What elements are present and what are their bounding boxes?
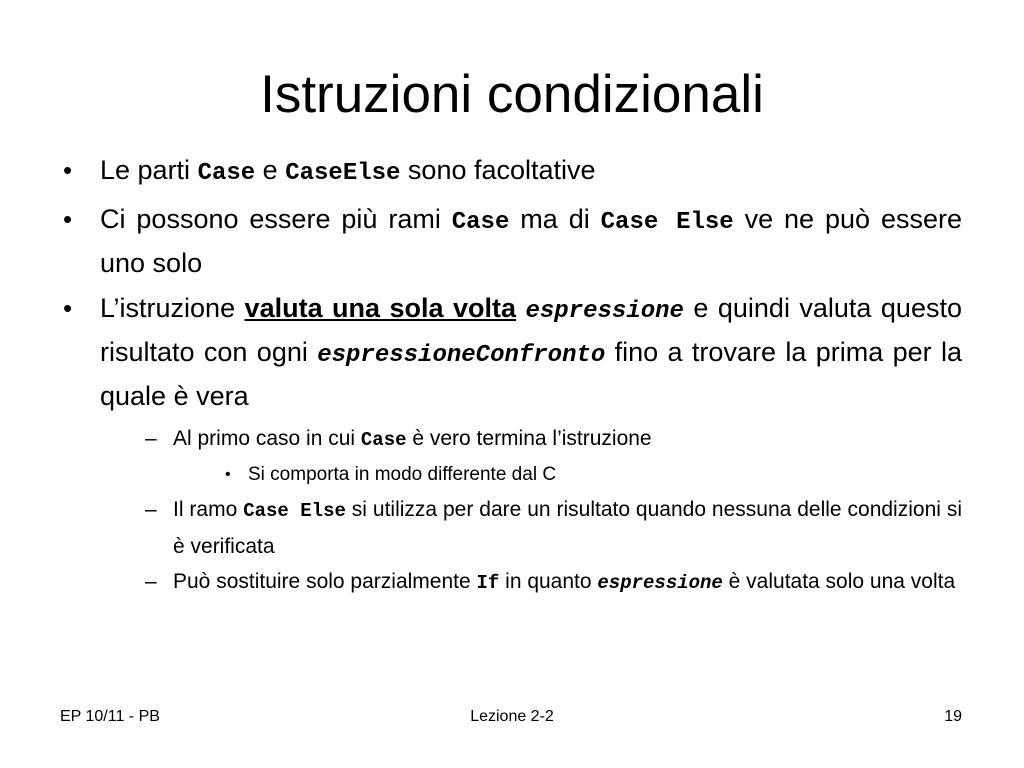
bullet-text: sono facoltative [400,155,596,185]
code-keyword: Case [197,160,256,187]
slide-title: Istruzioni condizionali [260,65,764,124]
code-keyword: Case [360,429,407,451]
bullet-dot-icon: • [63,204,73,234]
footer-course: EP 10/11 - PB [60,708,160,725]
bullet-text: fino a trovare la prima per la quale è vera [100,337,962,411]
bullet-text: Può sostituire solo parzialmente [173,570,477,593]
bullet-text: è valutata solo una volta [722,570,956,593]
bullet-optional-parts [60,150,962,194]
bullet-dot-icon: • [225,466,231,483]
code-keyword: If [476,572,500,594]
code-keyword: Case Else [243,500,346,522]
slide-body [60,150,962,601]
footer-lecture: Lezione 2-2 [470,708,554,725]
dash-bullet-icon: – [145,570,157,593]
dash-bullet-icon: – [145,427,157,450]
dash-bullet-icon: – [145,498,157,521]
sub-sub-bullet-different-from-c [223,458,962,492]
sub-bullet-first-case [145,421,962,458]
bullet-text [516,293,525,323]
bullet-dot-icon: • [63,155,73,185]
code-keyword: Case Else [600,209,734,236]
bullet-multiple-branches [60,199,962,283]
bullet-text: ve ne può essere uno solo [100,204,962,278]
bullet-text: si utilizza per dare un risultato quando nessuna delle condizioni si è verificata [173,498,962,558]
bullet-text: e [255,155,286,185]
code-variable: espressioneConfronto [317,342,606,369]
bullet-text: ma di [509,204,601,234]
bullet-text: e quindi valuta questo risultato con ogni [100,293,962,367]
bullet-text: Al primo caso in cui [173,427,361,450]
code-variable: espressione [525,298,684,325]
bullet-text: Le parti [100,155,198,185]
underlined-emphasis: valuta una sola volta [244,293,517,323]
bullet-text: è vero termina l’istruzione [406,427,652,450]
bullet-text: Si comporta in modo differente dal C [248,464,557,485]
bullet-text: in quanto [499,570,598,593]
code-keyword: Case [451,209,510,236]
footer-page-number: 19 [944,708,962,725]
bullet-dot-icon: • [63,293,73,323]
bullet-evaluation [60,288,962,416]
bullet-text: Ci possono essere più rami [100,204,452,234]
sub-bullet-case-else [145,492,962,564]
code-keyword: CaseElse [285,160,401,187]
sub-bullet-replace-if [145,564,962,601]
bullet-text: L’istruzione [100,293,245,323]
code-variable: espressione [597,572,723,594]
bullet-text: Il ramo [173,498,244,521]
